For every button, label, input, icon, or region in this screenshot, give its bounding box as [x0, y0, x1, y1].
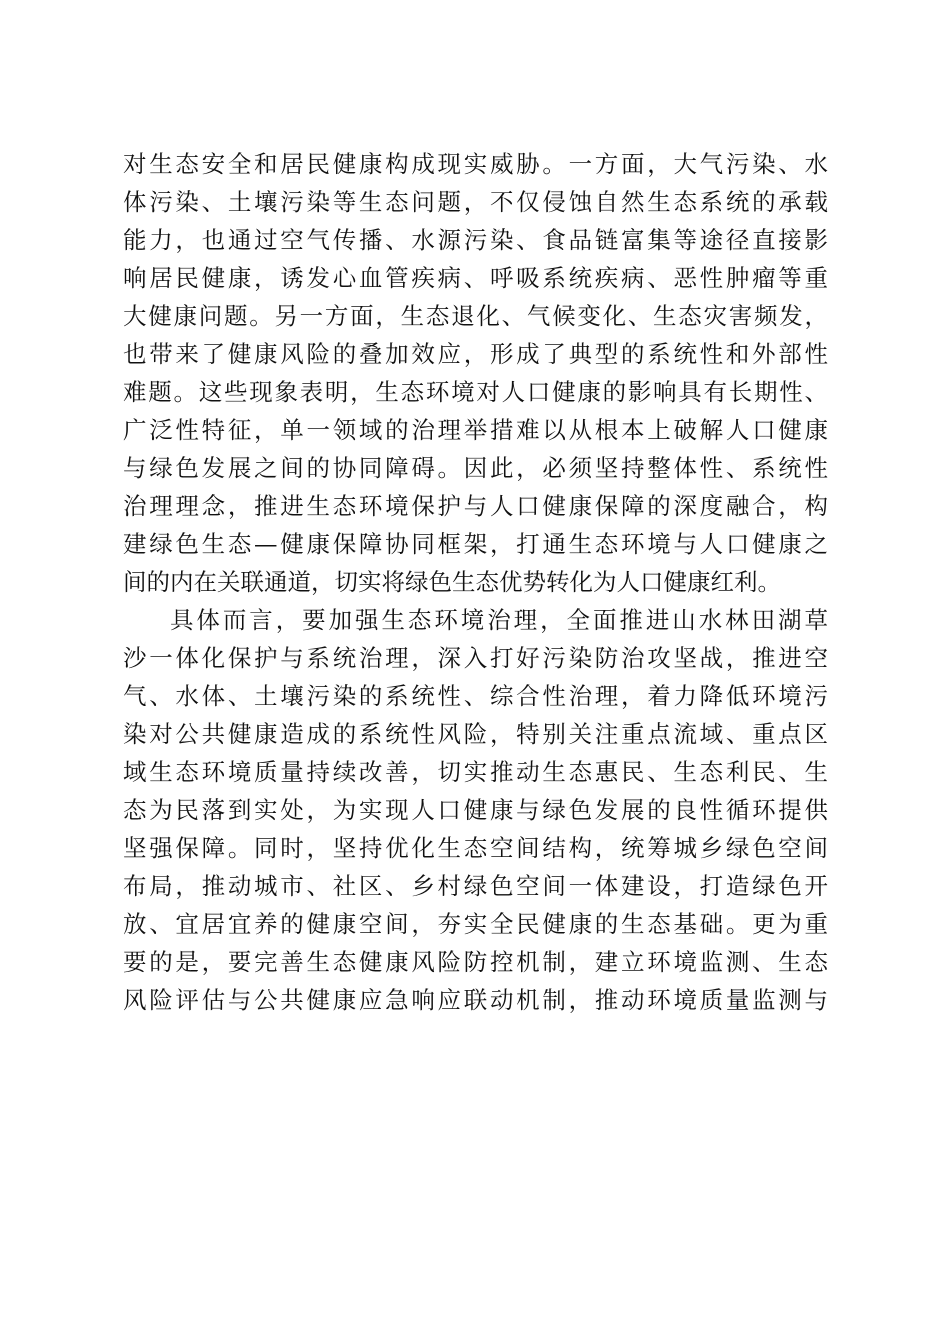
- text-line: 与绿色发展之间的协同障碍。因此，必须坚持整体性、系统性: [123, 454, 828, 482]
- text-line: 态为民落到实处，为实现人口健康与绿色发展的良性循环提供: [123, 796, 828, 824]
- text-line: 大健康问题。另一方面，生态退化、气候变化、生态灾害频发，: [123, 302, 828, 330]
- text-line: 布局，推动城市、社区、乡村绿色空间一体建设，打造绿色开: [123, 872, 828, 900]
- text-line: 放、宜居宜养的健康空间，夯实全民健康的生态基础。更为重: [123, 910, 828, 938]
- text-line: 治理理念，推进生态环境保护与人口健康保障的深度融合，构: [123, 492, 828, 520]
- text-line: 气、水体、土壤污染的系统性、综合性治理，着力降低环境污: [123, 682, 828, 710]
- text-line: 能力，也通过空气传播、水源污染、食品链富集等途径直接影: [123, 226, 828, 254]
- text-line: 要的是，要完善生态健康风险防控机制，建立环境监测、生态: [123, 948, 828, 976]
- text-line: 染对公共健康造成的系统性风险，特别关注重点流域、重点区: [123, 720, 828, 748]
- body-text: [123, 145, 828, 1019]
- text-line: 广泛性特征，单一领域的治理举措难以从根本上破解人口健康: [123, 416, 828, 444]
- text-line: 难题。这些现象表明，生态环境对人口健康的影响具有长期性、: [123, 378, 828, 406]
- text-line: 域生态环境质量持续改善，切实推动生态惠民、生态利民、生: [123, 758, 828, 786]
- text-line: 响居民健康，诱发心血管疾病、呼吸系统疾病、恶性肿瘤等重: [123, 264, 828, 292]
- text-line: 坚强保障。同时，坚持优化生态空间结构，统筹城乡绿色空间: [123, 834, 828, 862]
- text-line: 建绿色生态—健康保障协同框架，打通生态环境与人口健康之: [123, 530, 828, 558]
- text-line: 风险评估与公共健康应急响应联动机制，推动环境质量监测与: [123, 986, 828, 1014]
- text-line: 具体而言，要加强生态环境治理，全面推进山水林田湖草: [170, 606, 828, 634]
- text-line: 对生态安全和居民健康构成现实威胁。一方面，大气污染、水: [123, 150, 828, 178]
- text-line: 也带来了健康风险的叠加效应，形成了典型的系统性和外部性: [123, 340, 828, 368]
- text-line: 沙一体化保护与系统治理，深入打好污染防治攻坚战，推进空: [123, 644, 828, 672]
- paragraph-1: [123, 145, 828, 601]
- text-line: 体污染、土壤污染等生态问题，不仅侵蚀自然生态系统的承载: [123, 188, 828, 216]
- paragraph-2: [123, 601, 828, 1019]
- text-line: 间的内在关联通道，切实将绿色生态优势转化为人口健康红利。: [123, 568, 781, 596]
